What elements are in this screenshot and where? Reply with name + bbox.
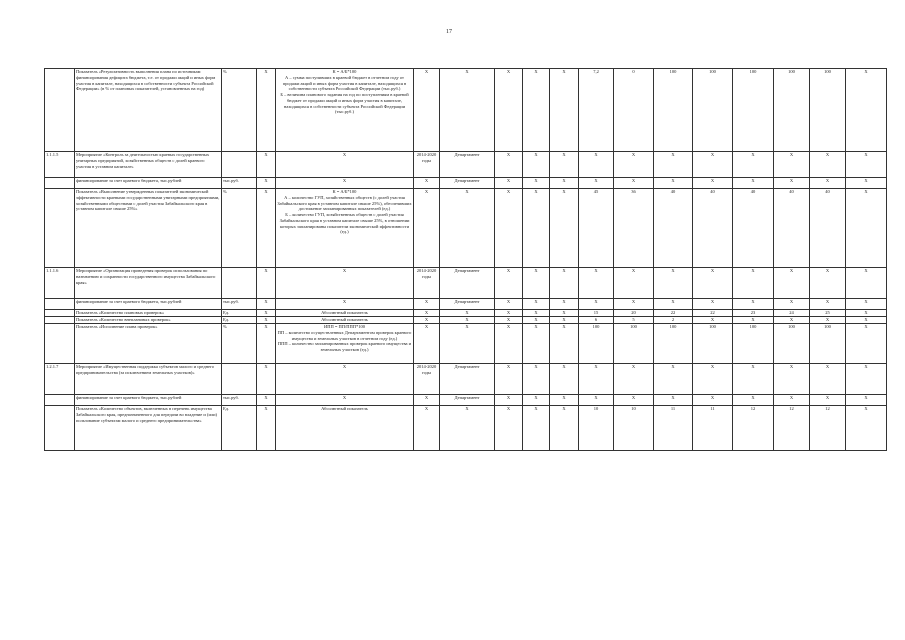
row-formula [276, 310, 414, 317]
row-executor: Департамент [440, 364, 495, 395]
row-value: X [523, 268, 550, 299]
row-value: X [810, 268, 846, 299]
row-value: 12 [810, 406, 846, 451]
row-value: X [774, 299, 810, 310]
row-value: 24 [774, 310, 810, 317]
row-value: X [550, 69, 579, 152]
row-code [45, 69, 75, 152]
row-executor: Департамент [440, 395, 495, 406]
table-row [45, 189, 887, 268]
row-executor: X [440, 69, 495, 152]
table-row [45, 364, 887, 395]
row-name: Мероприятие «Контроль за деятельностью краевых государственных унитарных предприятий, хозяйственных обществ с долей краевого участия в уставном капитале» [75, 152, 222, 178]
row-unit: % [222, 324, 257, 364]
table-row [45, 178, 887, 189]
row-code: 1.1.1.5 [45, 152, 75, 178]
row-k: X [257, 310, 276, 317]
row-value: X [495, 395, 523, 406]
row-name: финансирование за счет краевого бюджета, тыс.рублей [75, 395, 222, 406]
row-value: X [495, 152, 523, 178]
row-k: X [257, 299, 276, 310]
row-value: X [810, 299, 846, 310]
row-name: Показатель «Исполнение плана проверок» [75, 324, 222, 364]
row-code: 1.2.1.7 [45, 364, 75, 395]
row-k: X [257, 268, 276, 299]
row-value: X [550, 310, 579, 317]
row-value: 20 [614, 310, 654, 317]
row-value: X [495, 299, 523, 310]
row-value: X [614, 395, 654, 406]
row-formula [276, 189, 414, 268]
row-name: Мероприятие «Имущественная поддержка субъектов малого и среднего предпринимательства (за исключением земельных участков)» [75, 364, 222, 395]
formula-line: А – сумма поступивших в краевой бюджет в отчетном году от продажи акций и иных форм участия в капитале, находящихся в собственности субъекта Российской Федерации (тыс.руб.) [282, 74, 407, 92]
row-value: 22 [654, 310, 693, 317]
row-code [45, 324, 75, 364]
row-value: X [846, 268, 887, 299]
row-executor: Департамент [440, 152, 495, 178]
row-name: финансирование за счет краевого бюджета, тыс.рублей [75, 178, 222, 189]
row-unit: Ед. [222, 310, 257, 317]
row-period: X [414, 395, 440, 406]
formula-line: Б – количество ГУП, хозяйственных обществ с долей участия Забайкальского края в уставном капитале свыше 25%, в отношении которых запланированы показатели экономической эффективности (ед.) [279, 212, 410, 235]
row-code [45, 178, 75, 189]
row-period: X [414, 189, 440, 268]
row-value: X [846, 152, 887, 178]
row-value: 100 [774, 324, 810, 364]
formula-line: Абсолютный показатель [321, 317, 368, 322]
row-k: X [257, 324, 276, 364]
row-value: X [733, 395, 774, 406]
row-formula [276, 69, 414, 152]
row-value: X [495, 178, 523, 189]
row-k: X [257, 189, 276, 268]
row-executor: X [440, 406, 495, 451]
row-value: 100 [733, 69, 774, 152]
row-period: X [414, 317, 440, 324]
row-value: X [810, 152, 846, 178]
row-value: X [550, 178, 579, 189]
row-value: X [774, 364, 810, 395]
row-value: X [693, 178, 733, 189]
row-value: X [495, 310, 523, 317]
row-value: X [774, 268, 810, 299]
row-value: 100 [733, 324, 774, 364]
row-unit: тыс.руб. [222, 395, 257, 406]
row-k: X [257, 69, 276, 152]
row-value: 5 [614, 317, 654, 324]
row-unit [222, 268, 257, 299]
row-name: Мероприятие «Организация проведения проверок использования по назначению и сохранности государственного имущества Забайкальского края» [75, 268, 222, 299]
row-value: X [810, 364, 846, 395]
table-row [45, 406, 887, 451]
row-value: X [523, 406, 550, 451]
formula-line: Б – величина планового задания на год по поступлениям в краевой бюджет от продажи акций и иных форм участия в капитале, находящихся в собственности субъекта Российской Федерации (тыс.руб.) [280, 92, 409, 115]
formula-line: ИПП = ПП/ППП*100 [323, 324, 366, 329]
formula-line: X [342, 178, 347, 183]
row-unit [222, 152, 257, 178]
row-period: 2014-2020 годы [414, 268, 440, 299]
row-k: X [257, 317, 276, 324]
row-value: X [846, 324, 887, 364]
row-value: 23 [733, 310, 774, 317]
row-executor: X [440, 310, 495, 317]
row-value: X [495, 364, 523, 395]
row-value: X [693, 395, 733, 406]
row-value: X [693, 364, 733, 395]
row-executor: Департамент [440, 299, 495, 310]
row-value: X [579, 268, 614, 299]
row-value: 12 [774, 406, 810, 451]
row-value: 100 [810, 324, 846, 364]
row-formula [276, 364, 414, 395]
row-value: X [523, 364, 550, 395]
row-value: X [774, 152, 810, 178]
row-value: 45 [579, 189, 614, 268]
row-name: Показатель «Количество объектов, включенных в перечень имущества Забайкальского края, предназначенного для передачи во владение и (или) пользование субъектам малого и среднего предпринимательства» [75, 406, 222, 451]
row-value: X [774, 317, 810, 324]
row-value: X [523, 189, 550, 268]
row-name: Показатель «Результативность выполнения плана по источникам финансирования дефицита бюджета, т.е. от продажи акций и иных форм участия в капитале, находящихся в собственности субъекта Российской Федерации» (в % от плановых показателей, установленных на год) [75, 69, 222, 152]
table-row [45, 310, 887, 317]
row-value: X [846, 299, 887, 310]
row-value: 100 [579, 324, 614, 364]
row-value: 11 [693, 406, 733, 451]
formula-line: X [342, 268, 347, 273]
row-value: 6 [579, 317, 614, 324]
row-value: X [495, 406, 523, 451]
row-value: X [579, 364, 614, 395]
table-row [45, 152, 887, 178]
row-value: X [846, 364, 887, 395]
row-name: Показатель «Количество внеплановых проверок» [75, 317, 222, 324]
row-value: X [550, 317, 579, 324]
row-formula [276, 406, 414, 451]
table-row [45, 317, 887, 324]
row-unit: тыс.руб. [222, 178, 257, 189]
row-value: X [614, 152, 654, 178]
row-formula [276, 299, 414, 310]
row-unit [222, 364, 257, 395]
row-value: X [733, 268, 774, 299]
row-executor: Департамент [440, 268, 495, 299]
row-value: X [614, 178, 654, 189]
row-value: 11 [654, 406, 693, 451]
row-code [45, 317, 75, 324]
row-value: X [810, 395, 846, 406]
row-value: X [523, 178, 550, 189]
row-value: 25 [810, 310, 846, 317]
row-value: X [733, 299, 774, 310]
formula-line: X [342, 152, 347, 157]
row-value: X [550, 268, 579, 299]
table-row [45, 69, 887, 152]
row-value: X [523, 299, 550, 310]
row-value: X [550, 395, 579, 406]
row-value: X [774, 395, 810, 406]
row-value: X [654, 178, 693, 189]
row-value: X [550, 324, 579, 364]
table-row [45, 395, 887, 406]
row-value: 2 [654, 317, 693, 324]
row-value: X [579, 395, 614, 406]
row-value: X [495, 69, 523, 152]
row-period: X [414, 178, 440, 189]
row-code [45, 395, 75, 406]
row-value: 100 [810, 69, 846, 152]
row-k: X [257, 395, 276, 406]
row-value: X [550, 299, 579, 310]
row-value: X [846, 69, 887, 152]
row-value: X [693, 299, 733, 310]
table-row [45, 324, 887, 364]
row-value: X [846, 310, 887, 317]
row-value: X [846, 406, 887, 451]
page-number: 17 [446, 29, 452, 35]
program-indicators-table [44, 68, 887, 451]
row-value: X [550, 406, 579, 451]
row-executor: X [440, 324, 495, 364]
row-formula [276, 395, 414, 406]
formula-line: ПП – количество осуществленных Департаментом проверок краевого имущества и земельных участков в отчетном году (ед.) [277, 329, 412, 341]
row-unit: % [222, 189, 257, 268]
row-value: 40 [810, 189, 846, 268]
formula-line: Абсолютный показатель [321, 406, 368, 411]
row-value: X [495, 324, 523, 364]
row-value: 100 [614, 324, 654, 364]
row-value: 10 [579, 406, 614, 451]
row-executor: X [440, 317, 495, 324]
row-formula [276, 152, 414, 178]
row-value: X [733, 152, 774, 178]
row-value: X [654, 299, 693, 310]
row-k: X [257, 152, 276, 178]
row-value: 100 [654, 69, 693, 152]
row-value: X [523, 395, 550, 406]
row-value: 40 [774, 189, 810, 268]
row-value: X [495, 189, 523, 268]
row-value: X [579, 178, 614, 189]
row-period: 2014-2020 годы [414, 364, 440, 395]
row-unit: Ед. [222, 317, 257, 324]
table-row [45, 268, 887, 299]
row-value: 10 [614, 406, 654, 451]
row-value: X [550, 152, 579, 178]
row-value: 7,2 [579, 69, 614, 152]
row-value: X [693, 152, 733, 178]
row-executor: Департамент [440, 178, 495, 189]
row-value: X [810, 178, 846, 189]
row-value: X [614, 299, 654, 310]
formula-line: X [342, 299, 347, 304]
row-code [45, 310, 75, 317]
row-value: 100 [693, 324, 733, 364]
row-value: X [579, 299, 614, 310]
row-value: 12 [733, 406, 774, 451]
row-code [45, 299, 75, 310]
row-value: 100 [654, 324, 693, 364]
row-unit: тыс.руб. [222, 299, 257, 310]
row-value: X [693, 268, 733, 299]
row-period: X [414, 324, 440, 364]
row-value: X [523, 310, 550, 317]
row-value: 100 [693, 69, 733, 152]
row-value: X [495, 317, 523, 324]
row-value: 15 [579, 310, 614, 317]
row-value: 36 [614, 189, 654, 268]
formula-line: X [342, 395, 347, 400]
row-value: X [846, 395, 887, 406]
row-value: X [523, 317, 550, 324]
row-unit: % [222, 69, 257, 152]
row-formula [276, 317, 414, 324]
row-value: X [495, 268, 523, 299]
row-value: 40 [693, 189, 733, 268]
row-name: Показатель «Выполнение утвержденных показателей экономической эффективности краевыми государственными унитарными предприятиями, хозяйственными обществами с долей участия Забайкальского края в уставном капитале свыше 25%» [75, 189, 222, 268]
row-name: Показатель «Количество плановых проверок» [75, 310, 222, 317]
row-k: X [257, 178, 276, 189]
row-value: X [654, 364, 693, 395]
formula-line: А – количество ГУП, хозяйственных обществ (с долей участия Забайкальского края в уставном капитале свыше 25%), обеспечивших достижение запланированных показателей (ед.) [277, 194, 412, 212]
row-value: 40 [654, 189, 693, 268]
row-formula [276, 268, 414, 299]
formula-line: X [342, 364, 347, 369]
formula-line: ППП – количество запланированных проверок краевого имущества и земельных участков (ед.) [277, 341, 412, 352]
formula-line: К = А/Б*100 [332, 189, 357, 194]
row-value: X [614, 364, 654, 395]
row-formula [276, 324, 414, 364]
formula-line: Абсолютный показатель [321, 310, 368, 315]
row-value: 40 [733, 189, 774, 268]
row-value: X [523, 324, 550, 364]
row-value: 100 [774, 69, 810, 152]
row-value: X [846, 317, 887, 324]
row-code [45, 189, 75, 268]
row-period: X [414, 299, 440, 310]
row-value: X [550, 364, 579, 395]
row-value: X [733, 317, 774, 324]
row-value: X [614, 268, 654, 299]
row-value: X [810, 317, 846, 324]
row-name: финансирование за счет краевого бюджета, тыс.рублей [75, 299, 222, 310]
row-value: X [654, 395, 693, 406]
row-value: X [733, 178, 774, 189]
row-k: X [257, 406, 276, 451]
row-value: X [733, 364, 774, 395]
row-period: X [414, 406, 440, 451]
row-value: X [654, 152, 693, 178]
row-executor: X [440, 189, 495, 268]
row-value: X [523, 69, 550, 152]
row-value: 22 [693, 310, 733, 317]
row-value: X [774, 178, 810, 189]
row-code: 1.1.1.6 [45, 268, 75, 299]
row-k: X [257, 364, 276, 395]
formula-line: К = А/Б*100 [332, 69, 357, 74]
row-value: X [523, 152, 550, 178]
row-value: X [693, 317, 733, 324]
row-value: 0 [614, 69, 654, 152]
row-formula [276, 178, 414, 189]
row-value: X [654, 268, 693, 299]
row-value: X [550, 189, 579, 268]
row-code [45, 406, 75, 451]
row-period: X [414, 310, 440, 317]
row-value: X [846, 178, 887, 189]
row-value: X [846, 189, 887, 268]
row-value: X [579, 152, 614, 178]
row-period: 2014-2020 годы [414, 152, 440, 178]
row-period: X [414, 69, 440, 152]
row-unit: Ед. [222, 406, 257, 451]
table-row [45, 299, 887, 310]
